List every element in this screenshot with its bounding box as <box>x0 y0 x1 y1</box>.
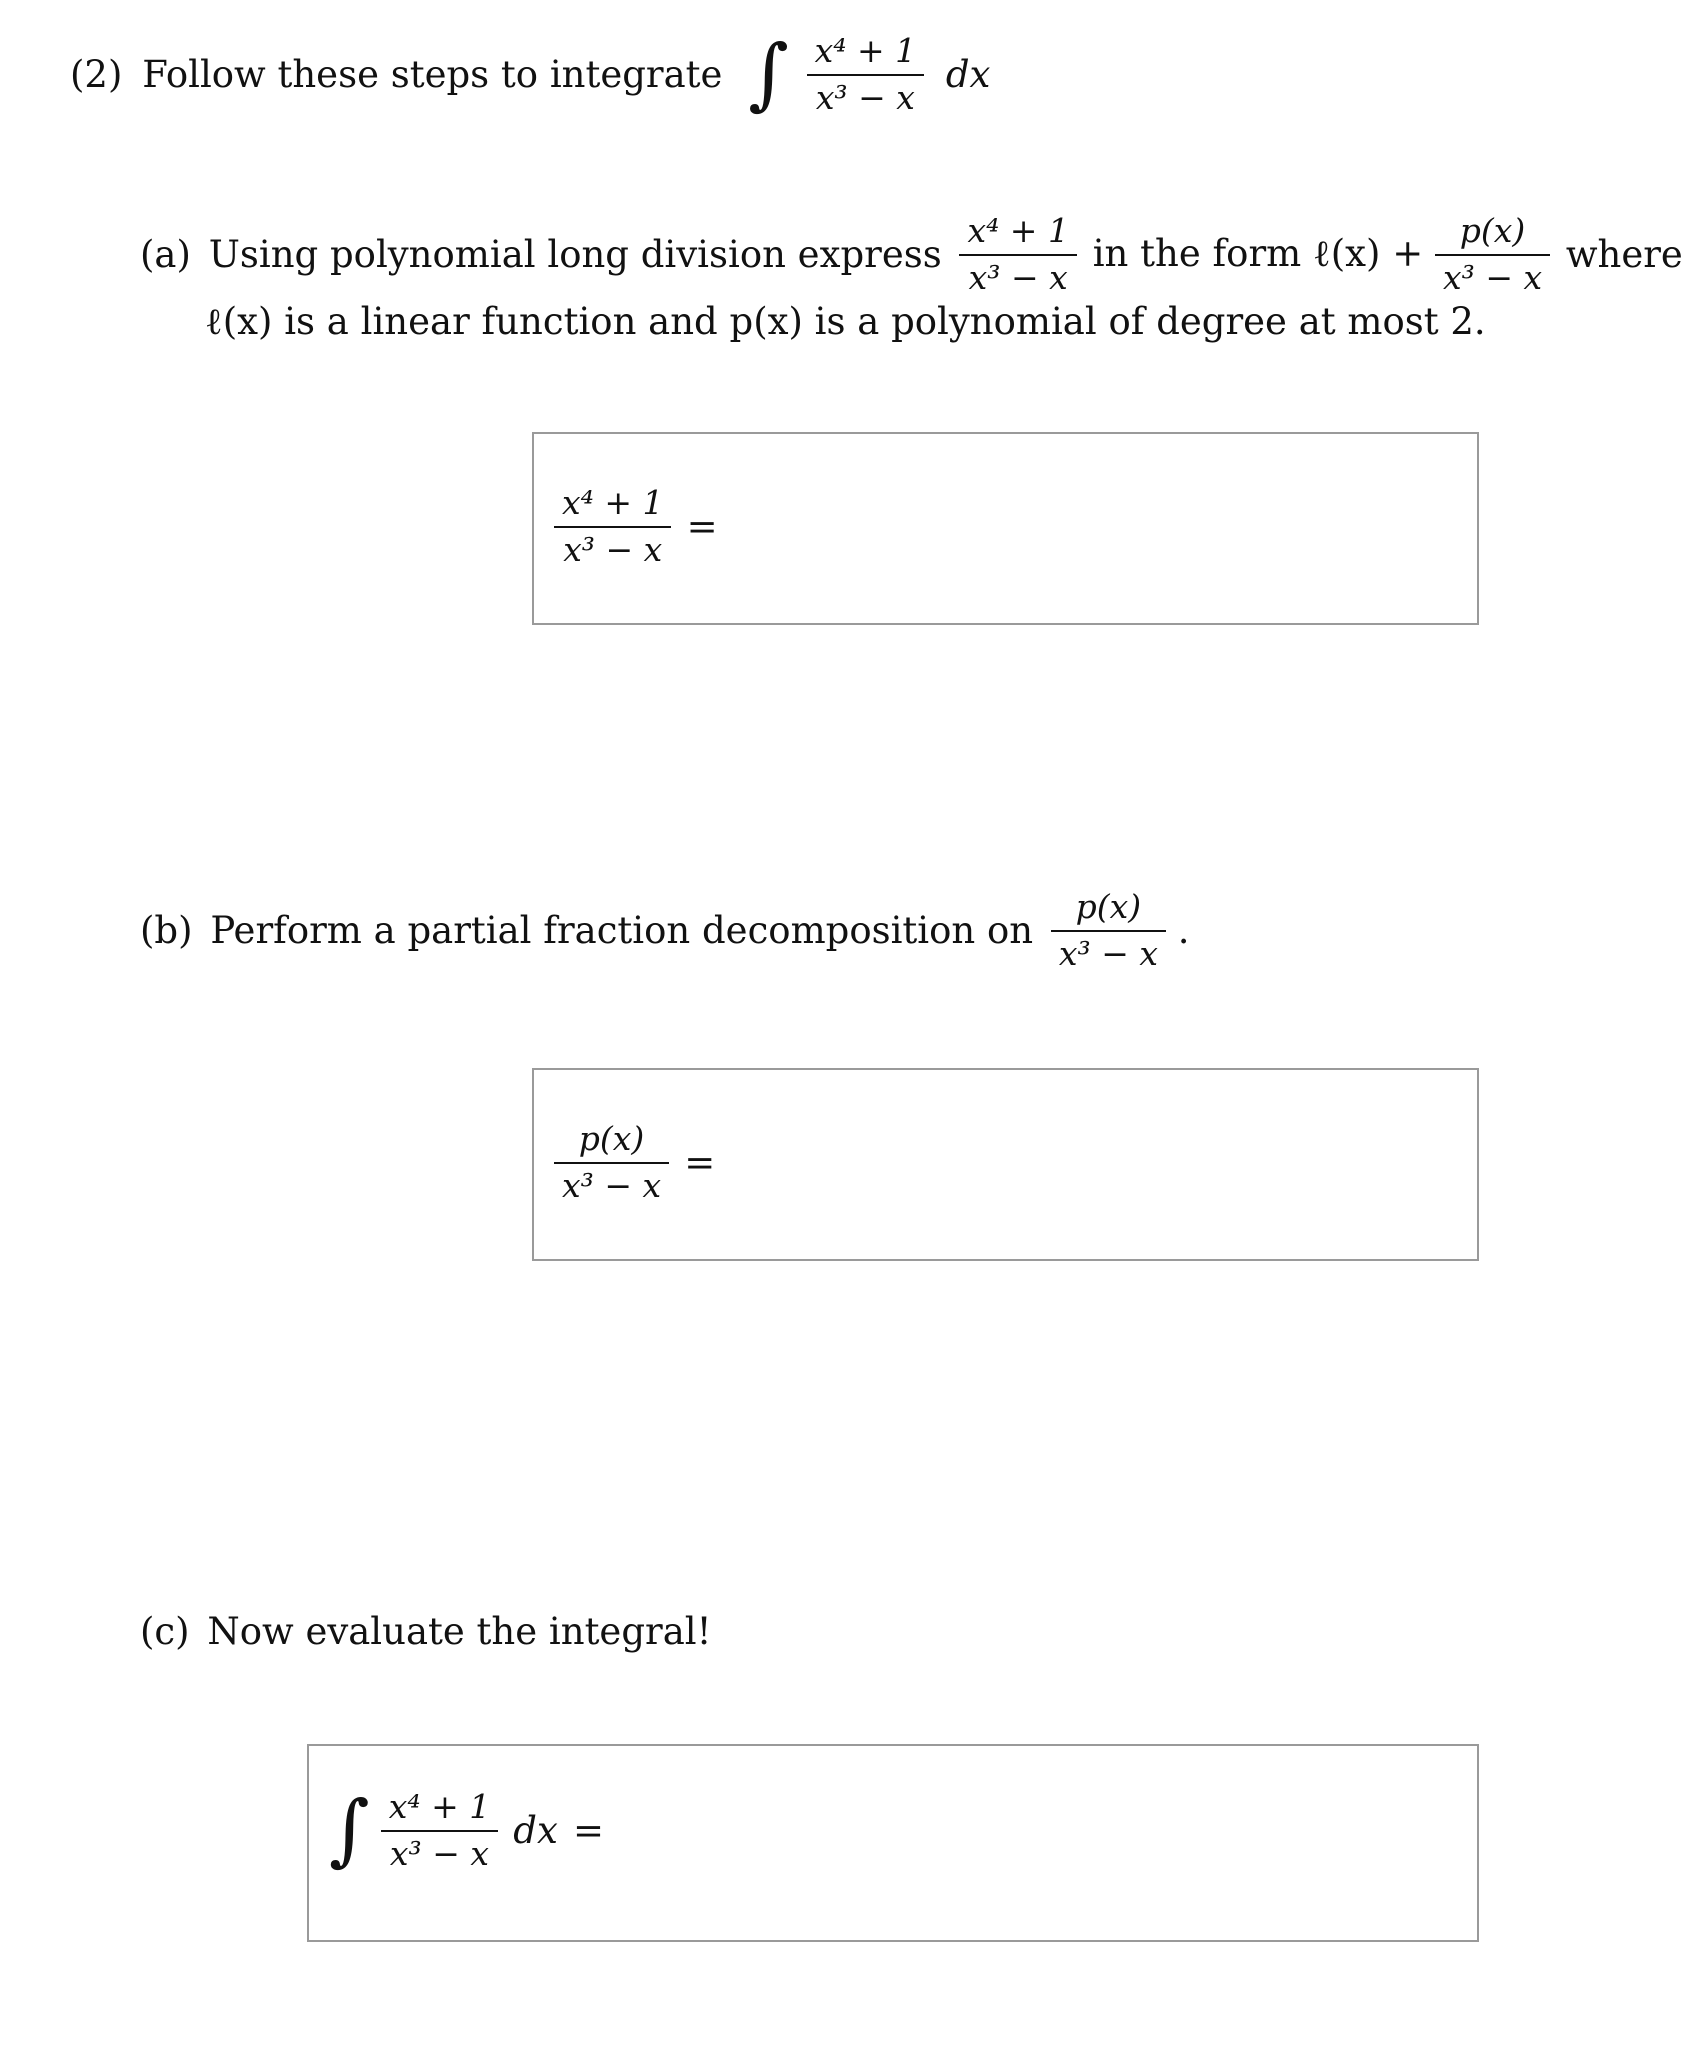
part-b-answer-denominator: x³ − x <box>562 1165 662 1205</box>
part-b-fraction <box>1051 888 1166 973</box>
part-a-text-after: where <box>1565 232 1683 276</box>
part-a-text-before: Using polynomial long division express <box>208 232 942 276</box>
part-a-fraction <box>959 212 1076 297</box>
part-a-answer-denominator: x³ − x <box>563 529 663 569</box>
fraction-bar <box>807 74 924 76</box>
part-a-line-1 <box>140 212 1683 297</box>
problem-intro: Follow these steps to integrate <box>142 52 723 96</box>
part-b-text: Perform a partial fraction decomposition on <box>210 908 1034 952</box>
part-b-line <box>140 888 1190 973</box>
part-b-answer-expression <box>554 1120 715 1205</box>
fraction-bar <box>1435 254 1550 256</box>
part-a-answer-box[interactable] <box>532 432 1479 625</box>
part-c-label: (c) <box>140 1610 190 1653</box>
part-c-answer-box[interactable] <box>307 1744 1479 1942</box>
part-b-equals: = <box>684 1140 716 1184</box>
part-a-fraction-numerator: x⁴ + 1 <box>967 211 1069 250</box>
fraction-bar <box>959 254 1076 256</box>
part-a-answer-numerator: x⁴ + 1 <box>562 483 664 522</box>
part-c-answer-denominator: x³ − x <box>389 1833 490 1873</box>
problem-dx: dx <box>945 52 991 96</box>
problem-number: (2) <box>70 52 123 96</box>
part-a-form-fraction <box>1435 212 1550 297</box>
integral-sign-icon: ∫ <box>748 29 789 120</box>
part-c-answer-fraction <box>381 1788 498 1873</box>
part-a-form-denominator: x³ − x <box>1442 257 1543 297</box>
part-a-label: (a) <box>140 232 191 276</box>
part-a-line-2: ℓ(x) is a linear function and p(x) is a polynomial of degree at most 2. <box>205 300 1486 343</box>
part-c-line <box>140 1610 711 1653</box>
part-c-equals: = <box>572 1808 604 1852</box>
part-c-answer-expression <box>329 1785 604 1876</box>
problem-integrand-denominator: x³ − x <box>815 77 915 117</box>
part-a-form-numerator: p(x) <box>1459 211 1526 250</box>
part-b-label: (b) <box>140 908 193 952</box>
part-a-equals: = <box>686 504 718 548</box>
part-b-fraction-numerator: p(x) <box>1075 887 1142 926</box>
part-a-fraction-denominator: x³ − x <box>968 257 1068 297</box>
part-a-answer-expression <box>554 484 718 569</box>
integral-sign-icon: ∫ <box>329 1785 370 1876</box>
part-b-fraction-denominator: x³ − x <box>1058 933 1158 973</box>
part-b-answer-fraction <box>554 1120 669 1205</box>
fraction-bar <box>554 1162 669 1164</box>
fraction-bar <box>554 526 671 528</box>
part-b-period: . <box>1177 908 1190 952</box>
fraction-bar <box>1051 930 1166 932</box>
part-c-dx: dx <box>513 1808 558 1852</box>
part-b-answer-numerator: p(x) <box>578 1119 645 1158</box>
problem-integrand <box>807 32 924 117</box>
problem-header <box>70 29 991 120</box>
problem-integrand-numerator: x⁴ + 1 <box>814 31 917 70</box>
part-a-answer-fraction <box>554 484 671 569</box>
fraction-bar <box>381 1830 498 1832</box>
part-c-text: Now evaluate the integral! <box>207 1610 712 1653</box>
part-c-answer-numerator: x⁴ + 1 <box>388 1787 491 1826</box>
part-b-answer-box[interactable] <box>532 1068 1479 1261</box>
part-a-text-middle: in the form ℓ(x) + <box>1092 232 1424 276</box>
